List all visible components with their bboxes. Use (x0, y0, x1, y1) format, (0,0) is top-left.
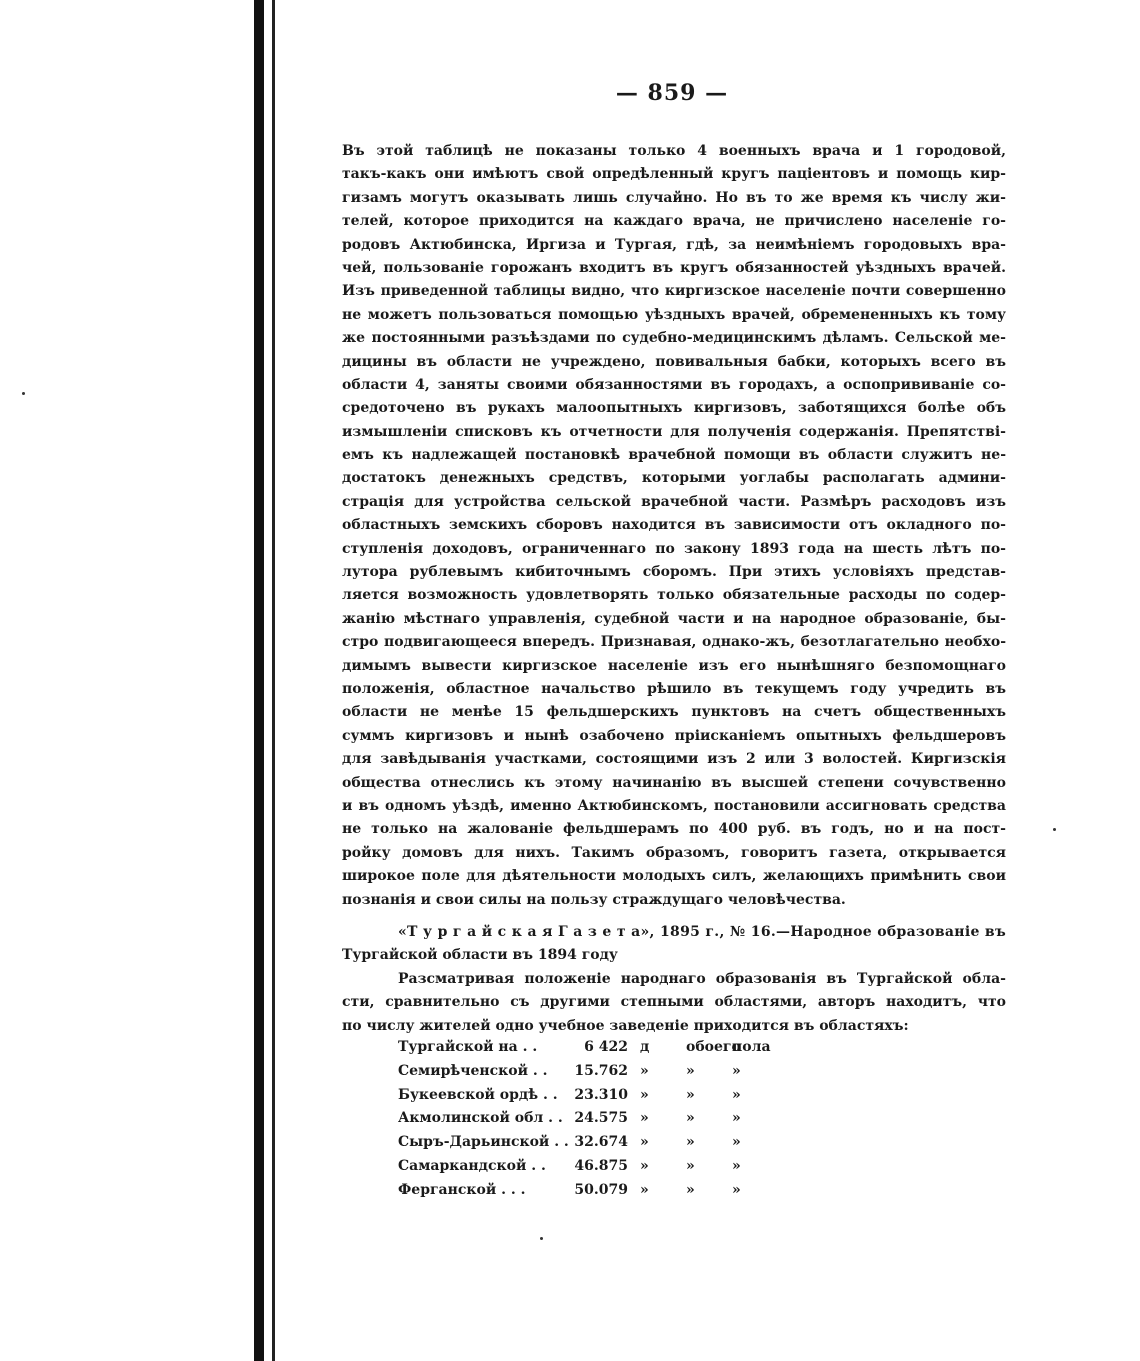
text-line: чей, пользованіе горожанъ входитъ въ кругъ обязанностей уѣздныхъ врачей. (342, 259, 1006, 276)
ditto-mark: » (686, 1062, 695, 1079)
text-line: областныхъ земскихъ сборовъ находится въ зависимости отъ окладного по- (342, 517, 1006, 534)
region-name: Семирѣченской . . (398, 1062, 548, 1079)
paragraph-education (342, 921, 1006, 1038)
text-line: и въ одномъ уѣздѣ, именно Актюбинскомъ, постановили ассигновать средства (342, 797, 1006, 814)
ditto-mark: » (686, 1181, 695, 1198)
text-line: сти, сравнительно съ другими степными областями, авторъ находитъ, что (342, 994, 1006, 1011)
population-value: 6 422 (584, 1039, 628, 1055)
text-line: области 4, заняты своими обязанностями въ городахъ, а оспопрививаніе со- (342, 376, 1006, 393)
text-line: димымъ вывести киргизское населеніе изъ его нынѣшняго безпомощнаго (342, 657, 1006, 674)
text-line: телей, которое приходится на каждаго врача, не причислено населеніе го- (342, 213, 1006, 230)
text-line: Изъ приведенной таблицы видно, что киргизское населеніе почти совершенно (342, 283, 1006, 300)
ditto-mark: » (732, 1062, 741, 1079)
ditto-mark: » (686, 1110, 695, 1127)
unit-cell: д (640, 1039, 650, 1055)
ditto-mark: » (732, 1181, 741, 1198)
text-line: Разсматривая положеніе народнаго образованія въ Тургайской обла- (398, 970, 1006, 987)
page-binding-rule (272, 0, 275, 1361)
population-value: 32.674 (574, 1134, 628, 1151)
text-line: широкое поле для дѣятельности молодыхъ силъ, желающихъ примѣнить свои (342, 868, 1006, 885)
population-value: 23.310 (574, 1086, 628, 1103)
region-name: Ферганской . . . (398, 1181, 526, 1198)
text-line: ройку домовъ для нихъ. Такимъ образомъ, говоритъ газета, открывается (342, 844, 1006, 861)
text-line: познанія и свои силы на пользу страждущаго человѣчества. (342, 891, 846, 908)
text-line: стро подвигающееся впередъ. Признавая, однако-жъ, безотлагательно необхо- (342, 634, 1006, 651)
population-value: 24.575 (574, 1110, 628, 1127)
text-line: достатокъ денежныхъ средствъ, которыми уоглабы располагать админи- (342, 470, 1006, 487)
article-heading-line: Тургайской области въ 1894 году (342, 947, 618, 964)
page-number: — 859 — (615, 80, 729, 106)
region-name: Сыръ-Дарьинской . . (398, 1134, 569, 1151)
ditto-mark: » (640, 1086, 649, 1103)
text-line: средоточено въ рукахъ малоопытныхъ киргизовъ, заботящихся болѣе объ (342, 400, 1006, 417)
text-line: гизамъ могутъ оказывать лишь случайно. Но въ то же время къ числу жи- (342, 189, 1006, 206)
page-binding-edge (254, 0, 264, 1361)
text-line: положенія, областное начальство рѣшило въ текущемъ году учредить въ (342, 680, 1006, 697)
scan-speck (1053, 828, 1056, 831)
text-line: лутора рублевымъ кибиточнымъ сборомъ. При этихъ условіяхъ представ- (342, 564, 1006, 581)
population-value: 50.079 (574, 1181, 628, 1198)
ditto-mark: » (732, 1086, 741, 1103)
text-line: не можетъ пользоваться помощью уѣздныхъ врачей, обремененныхъ къ тому (342, 306, 1006, 323)
text-line: жанію мѣстнаго управленія, судебной части и на народное образованіе, бы- (342, 610, 1006, 627)
article-heading-line: «Т у р г а й с к а я Г а з е т а», 1895 г., № 16.—Народное образованіе въ (398, 924, 1006, 940)
text-line: измышленіи списковъ къ отчетности для полученія содержанія. Препятстві- (342, 423, 1006, 440)
text-line: такъ-какъ они имѣютъ свой опредѣленный кругъ паціентовъ и помощь кир- (342, 166, 1006, 183)
text-line: дицины въ области не учреждено, повивальныя бабки, которыхъ всего въ (342, 353, 1006, 370)
text-line: ляется возможность удовлетворять только обязательные расходы по содер- (342, 587, 1006, 604)
ditto-mark: » (640, 1157, 649, 1174)
scan-speck (540, 1237, 543, 1240)
text-line: общества отнеслись къ этому начинанію въ высшей степени сочувственно (342, 774, 1006, 791)
ditto-mark: » (686, 1157, 695, 1174)
text-line: Въ этой таблицѣ не показаны только 4 военныхъ врача и 1 городовой, (342, 143, 1006, 159)
population-value: 15.762 (574, 1062, 628, 1079)
text-line: ступленія доходовъ, ограниченнаго по закону 1893 года на шесть лѣтъ по- (342, 540, 1006, 557)
region-name: Тургайской на . . (398, 1039, 538, 1055)
region-name: Акмолинской обл . . (398, 1110, 563, 1127)
text-line: по числу жителей одно учебное заведеніе приходится въ областяхъ: (342, 1017, 909, 1034)
text-line: для завѣдыванія участками, состоящими изъ 2 или 3 волостей. Киргизскія (342, 751, 1006, 768)
text-line: области не менѣе 15 фельдшерскихъ пунктовъ на счетъ общественныхъ (342, 704, 1006, 721)
text-line: не только на жалованіе фельдшерамъ по 400 руб. въ годъ, но и на пост- (342, 821, 1006, 838)
region-name: Самаркандской . . (398, 1157, 546, 1174)
ditto-mark: » (732, 1134, 741, 1151)
text-line: суммъ киргизовъ и нынѣ озабочено пріисканіемъ опытныхъ фельдшеровъ (342, 727, 1006, 744)
ditto-mark: » (640, 1181, 649, 1198)
unit-cell: пола (732, 1039, 771, 1055)
population-value: 46.875 (574, 1157, 628, 1174)
text-line: страція для устройства сельской врачебной части. Размѣръ расходовъ изъ (342, 493, 1006, 510)
ditto-mark: » (686, 1086, 695, 1103)
scan-speck (22, 392, 25, 395)
unit-cell: обоего (686, 1039, 741, 1055)
text-line: родовъ Актюбинска, Иргиза и Тургая, гдѣ, за неимѣніемъ городовыхъ вра- (342, 236, 1006, 253)
ditto-mark: » (640, 1110, 649, 1127)
ditto-mark: » (686, 1134, 695, 1151)
ditto-mark: » (732, 1110, 741, 1127)
paragraph-medical-care (342, 140, 1006, 912)
ditto-mark: » (640, 1062, 649, 1079)
ditto-mark: » (732, 1157, 741, 1174)
ditto-mark: » (640, 1134, 649, 1151)
region-name: Букеевской ордѣ . . (398, 1086, 558, 1103)
text-line: же постоянными разъѣздами по судебно-медицинскимъ дѣламъ. Сельской ме- (342, 330, 1006, 347)
text-line: емъ къ надлежащей постановкѣ врачебной помощи въ области служитъ не- (342, 447, 1006, 464)
